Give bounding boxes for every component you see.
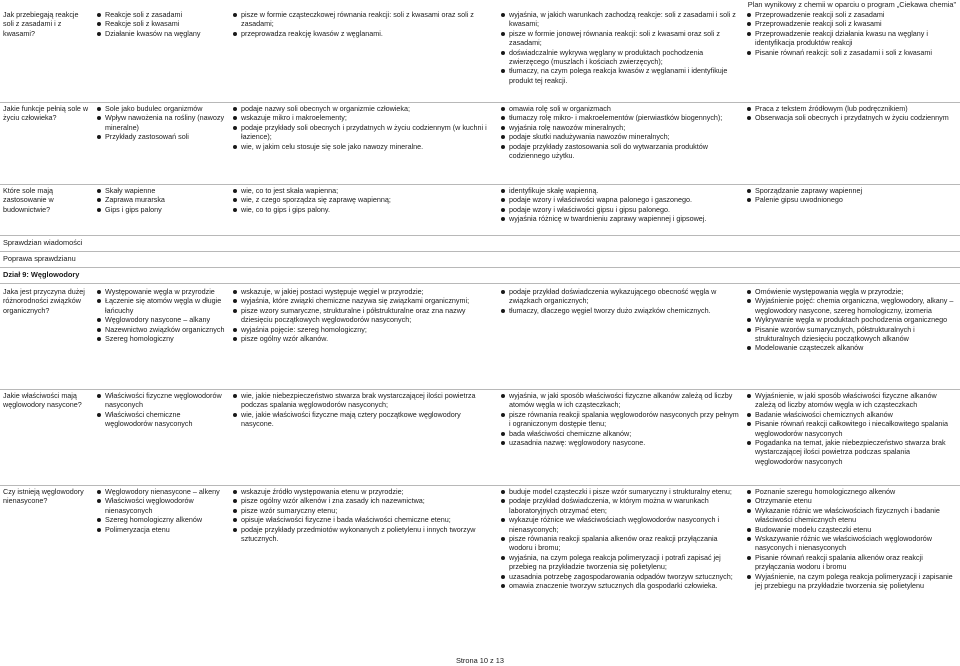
procedures-cell: [746, 186, 958, 205]
list-item: wie, z czego sporządza się zaprawę wapienną;: [232, 195, 494, 204]
procedures-cell: [746, 391, 958, 466]
list-item: Reakcje soli z kwasami: [96, 19, 226, 28]
row-separator: [0, 389, 960, 390]
list-item: Wpływ nawożenia na rośliny (nawozy mineralne): [96, 113, 226, 132]
list-item: pisze ogólny wzór alkanów.: [232, 334, 494, 343]
list-item: wyjaśnia, na czym polega reakcja polimeryzacji i potrafi zapisać jej przebieg na przykładzie tworzenia się polietylenu;: [500, 553, 740, 572]
list-item: podaje przykłady przedmiotów wykonanych z polietylenu i innych tworzyw sztucznych.: [232, 525, 494, 544]
list-item: wskazuje mikro i makroelementy;: [232, 113, 494, 122]
row-separator: [0, 102, 960, 103]
content-cell: [96, 487, 226, 534]
basic-requirements-cell: [232, 10, 494, 38]
list-item: Szereg homologiczny: [96, 334, 226, 343]
list-item: Omówienie występowania węgla w przyrodzie;: [746, 287, 958, 296]
list-item: Pogadanka na temat, jakie niebezpieczeństwo stwarza brak wystarczającej ilości powietrza podczas spalania węglowodorów nasyconych: [746, 438, 958, 466]
list-item: bada właściwości chemiczne alkanów;: [500, 429, 740, 438]
list-item: podaje przykład doświadczenia, w którym można w warunkach laboratoryjnych otrzymać eten;: [500, 496, 740, 515]
list-item: Reakcje soli z zasadami: [96, 10, 226, 19]
list-item: Wyjaśnienie, w jaki sposób właściwości fizyczne alkanów zależą od liczby atomów węgla w ich cząsteczkach: [746, 391, 958, 410]
list-item: Praca z tekstem źródłowym (lub podręcznikiem): [746, 104, 958, 113]
list-item: opisuje właściwości fizyczne i bada właściwości chemiczne etenu;: [232, 515, 494, 524]
list-item: Przeprowadzenie reakcji soli z kwasami: [746, 19, 958, 28]
list-item: pisze równania reakcji spalania alkenów oraz reakcji przyłączania wodoru i bromu;: [500, 534, 740, 553]
list-item: Gips i gips palony: [96, 205, 226, 214]
list-item: Pisanie wzorów sumarycznych, półstrukturalnych i strukturalnych dziesięciu początkowych alkanów: [746, 325, 958, 344]
row-separator: [0, 235, 960, 236]
list-item: wyjaśnia, które związki chemiczne nazywa się związkami organicznymi;: [232, 296, 494, 305]
list-item: pisze w formie jonowej równania reakcji: soli z kwasami oraz soli z zasadami;: [500, 29, 740, 48]
section-title: Dział 9: Węglowodory: [3, 270, 80, 279]
list-item: wyjaśnia pojęcie: szereg homologiczny;: [232, 325, 494, 334]
procedures-cell: [746, 10, 958, 57]
list-item: wie, jakie właściwości fizyczne mają cztery początkowe węglowodory nasycone.: [232, 410, 494, 429]
list-item: wie, co to gips i gips palony.: [232, 205, 494, 214]
basic-requirements-cell: [232, 186, 494, 214]
topic-cell: Jakie właściwości mają węglowodory nasycone?: [3, 391, 82, 410]
list-item: wie, jakie niebezpieczeństwo stwarza brak wystarczającej ilości powietrza podczas spalania węglowodorów nasyconych;: [232, 391, 494, 410]
procedures-cell: [746, 104, 958, 123]
list-item: tłumaczy, na czym polega reakcja kwasów z węglanami i identyfikuje produkt tej reakcji.: [500, 66, 740, 85]
page-footer: Strona 10 z 13: [455, 656, 505, 665]
procedures-cell: [746, 487, 958, 590]
extended-requirements-cell: [500, 391, 740, 447]
list-item: Skały wapienne: [96, 186, 226, 195]
plain-row: Poprawa sprawdzianu: [3, 254, 76, 263]
extended-requirements-cell: [500, 186, 740, 224]
list-item: wyjaśnia, w jakich warunkach zachodzą reakcje: soli z zasadami i soli z kwasami;: [500, 10, 740, 29]
list-item: Otrzymanie etenu: [746, 496, 958, 505]
row-separator: [0, 267, 960, 268]
list-item: tłumaczy, dlaczego węgiel tworzy dużo związków chemicznych.: [500, 306, 740, 315]
list-item: Palenie gipsu uwodnionego: [746, 195, 958, 204]
list-item: podaje przykład doświadczenia wykazującego obecność węgla w związkach organicznych;: [500, 287, 740, 306]
list-item: pisze w formie cząsteczkowej równania reakcji: soli z kwasami oraz soli z zasadami;: [232, 10, 494, 29]
content-cell: [96, 287, 226, 343]
list-item: Budowanie modelu cząsteczki etenu: [746, 525, 958, 534]
page-header: Plan wynikowy z chemii w oparciu o program „Ciekawa chemia”: [747, 0, 956, 9]
list-item: podaje przykłady soli obecnych i przydatnych w życiu codziennym (w kuchni i łazience);: [232, 123, 494, 142]
topic-cell: Które sole mają zastosowanie w budownictwie?: [3, 186, 54, 214]
list-item: przeprowadza reakcję kwasów z węglanami.: [232, 29, 494, 38]
list-item: Polimeryzacja etenu: [96, 525, 226, 534]
list-item: Pisanie równań reakcji: soli z zasadami i soli z kwasami: [746, 48, 958, 57]
row-separator: [0, 184, 960, 185]
basic-requirements-cell: [232, 104, 494, 151]
basic-requirements-cell: [232, 487, 494, 543]
topic-cell: Jakie funkcje pełnią sole w życiu człowieka?: [3, 104, 89, 123]
list-item: Węglowodory nasycone – alkany: [96, 315, 226, 324]
list-item: omawia znaczenie tworzyw sztucznych dla gospodarki człowieka.: [500, 581, 740, 590]
row-separator: [0, 283, 960, 284]
list-item: pisze ogólny wzór alkenów i zna zasady ich nazewnictwa;: [232, 496, 494, 505]
list-item: Właściwości węglowodorów nienasyconych: [96, 496, 226, 515]
list-item: pisze równania reakcji spalania węglowodorów nasyconych przy pełnym i ograniczonym dostępie tlenu;: [500, 410, 740, 429]
list-item: uzasadnia potrzebę zagospodarowania odpadów tworzyw sztucznych;: [500, 572, 740, 581]
list-item: Przeprowadzenie reakcji soli z zasadami: [746, 10, 958, 19]
list-item: Wykrywanie węgla w produktach pochodzenia organicznego: [746, 315, 958, 324]
list-item: wskazuje źródło występowania etenu w przyrodzie;: [232, 487, 494, 496]
list-item: podaje skutki nadużywania nawozów mineralnych;: [500, 132, 740, 141]
list-item: Sporządzanie zaprawy wapiennej: [746, 186, 958, 195]
content-cell: [96, 391, 226, 429]
list-item: Występowanie węgla w przyrodzie: [96, 287, 226, 296]
list-item: Wskazywanie różnic we właściwościach węglowodorów nasyconych i nienasyconych: [746, 534, 958, 553]
list-item: wie, w jakim celu stosuje się sole jako nawozy mineralne.: [232, 142, 494, 151]
list-item: Właściwości fizyczne węglowodorów nasyconych: [96, 391, 226, 410]
content-cell: [96, 186, 226, 214]
list-item: Modelowanie cząsteczek alkanów: [746, 343, 958, 352]
list-item: Pisanie równań reakcji spalania alkenów oraz reakcji przyłączania wodoru i bromu: [746, 553, 958, 572]
content-cell: [96, 10, 226, 38]
list-item: podaje wzory i właściwości gipsu i gipsu palonego.: [500, 205, 740, 214]
list-item: Wykazanie różnic we właściwościach fizycznych i badanie właściwości chemicznych etenu: [746, 506, 958, 525]
row-separator: [0, 485, 960, 486]
list-item: Wyjaśnienie, na czym polega reakcja polimeryzacji i zapisanie jej przebiegu na przykładzie tworzenia się polietylenu: [746, 572, 958, 591]
list-item: uzasadnia nazwę: węglowodory nasycone.: [500, 438, 740, 447]
list-item: Działanie kwasów na węglany: [96, 29, 226, 38]
list-item: pisze wzory sumaryczne, strukturalne i półstrukturalne oraz zna nazwy dziesięciu początkowych węglowodorów nasyconych;: [232, 306, 494, 325]
list-item: wskazuje, w jakiej postaci występuje węgiel w przyrodzie;: [232, 287, 494, 296]
list-item: pisze wzór sumaryczny etenu;: [232, 506, 494, 515]
basic-requirements-cell: [232, 287, 494, 343]
list-item: buduje model cząsteczki i pisze wzór sumaryczny i strukturalny etenu;: [500, 487, 740, 496]
list-item: podaje przykłady zastosowania soli do wytwarzania produktów codziennego użytku.: [500, 142, 740, 161]
basic-requirements-cell: [232, 391, 494, 429]
list-item: Poznanie szeregu homologicznego alkenów: [746, 487, 958, 496]
extended-requirements-cell: [500, 104, 740, 160]
list-item: Łączenie się atomów węgla w długie łańcuchy: [96, 296, 226, 315]
list-item: podaje nazwy soli obecnych w organizmie człowieka;: [232, 104, 494, 113]
list-item: Pisanie równań reakcji całkowitego i niecałkowitego spalania węglowodorów nasyconych: [746, 419, 958, 438]
list-item: wyjaśnia rolę nawozów mineralnych;: [500, 123, 740, 132]
list-item: Badanie właściwości chemicznych alkanów: [746, 410, 958, 419]
list-item: wie, co to jest skała wapienna;: [232, 186, 494, 195]
extended-requirements-cell: [500, 287, 740, 315]
list-item: Nazewnictwo związków organicznych: [96, 325, 226, 334]
list-item: podaje wzory i właściwości wapna palonego i gaszonego.: [500, 195, 740, 204]
extended-requirements-cell: [500, 487, 740, 590]
list-item: Przykłady zastosowań soli: [96, 132, 226, 141]
list-item: Wyjaśnienie pojęć: chemia organiczna, węglowodory, alkany – węglowodory nasycone, szereg homologiczny, izomeria: [746, 296, 958, 315]
list-item: Obserwacja soli obecnych i przydatnych w życiu codziennym: [746, 113, 958, 122]
list-item: doświadczalnie wykrywa węglany w produktach pochodzenia zwierzęcego (muszlach i kościach zwierzęcych);: [500, 48, 740, 67]
list-item: wyjaśnia różnicę w twardnieniu zaprawy wapiennej i gipsowej.: [500, 214, 740, 223]
list-item: Właściwości chemiczne węglowodorów nasyconych: [96, 410, 226, 429]
list-item: identyfikuje skałę wapienną.: [500, 186, 740, 195]
list-item: Sole jako budulec organizmów: [96, 104, 226, 113]
list-item: omawia rolę soli w organizmach: [500, 104, 740, 113]
list-item: Zaprawa murarska: [96, 195, 226, 204]
list-item: wykazuje różnice we właściwościach węglowodorów nasyconych i nienasyconych;: [500, 515, 740, 534]
row-separator: [0, 251, 960, 252]
topic-cell: Jaka jest przyczyna dużej różnorodności związków organicznych?: [3, 287, 85, 315]
list-item: Przeprowadzenie reakcji działania kwasu na węglany i identyfikacja produktów reakcji: [746, 29, 958, 48]
extended-requirements-cell: [500, 10, 740, 85]
content-cell: [96, 104, 226, 142]
plain-row: Sprawdzian wiadomości: [3, 238, 83, 247]
procedures-cell: [746, 287, 958, 353]
topic-cell: Czy istnieją węglowodory nienasycone?: [3, 487, 84, 506]
list-item: wyjaśnia, w jaki sposób właściwości fizyczne alkanów zależą od liczby atomów węgla w ich cząsteczkach;: [500, 391, 740, 410]
topic-cell: Jak przebiegają reakcje soli z zasadami i z kwasami?: [3, 10, 79, 38]
list-item: tłumaczy rolę mikro- i makroelementów (pierwiastków biogennych);: [500, 113, 740, 122]
list-item: Szereg homologiczny alkenów: [96, 515, 226, 524]
list-item: Węglowodory nienasycone – alkeny: [96, 487, 226, 496]
